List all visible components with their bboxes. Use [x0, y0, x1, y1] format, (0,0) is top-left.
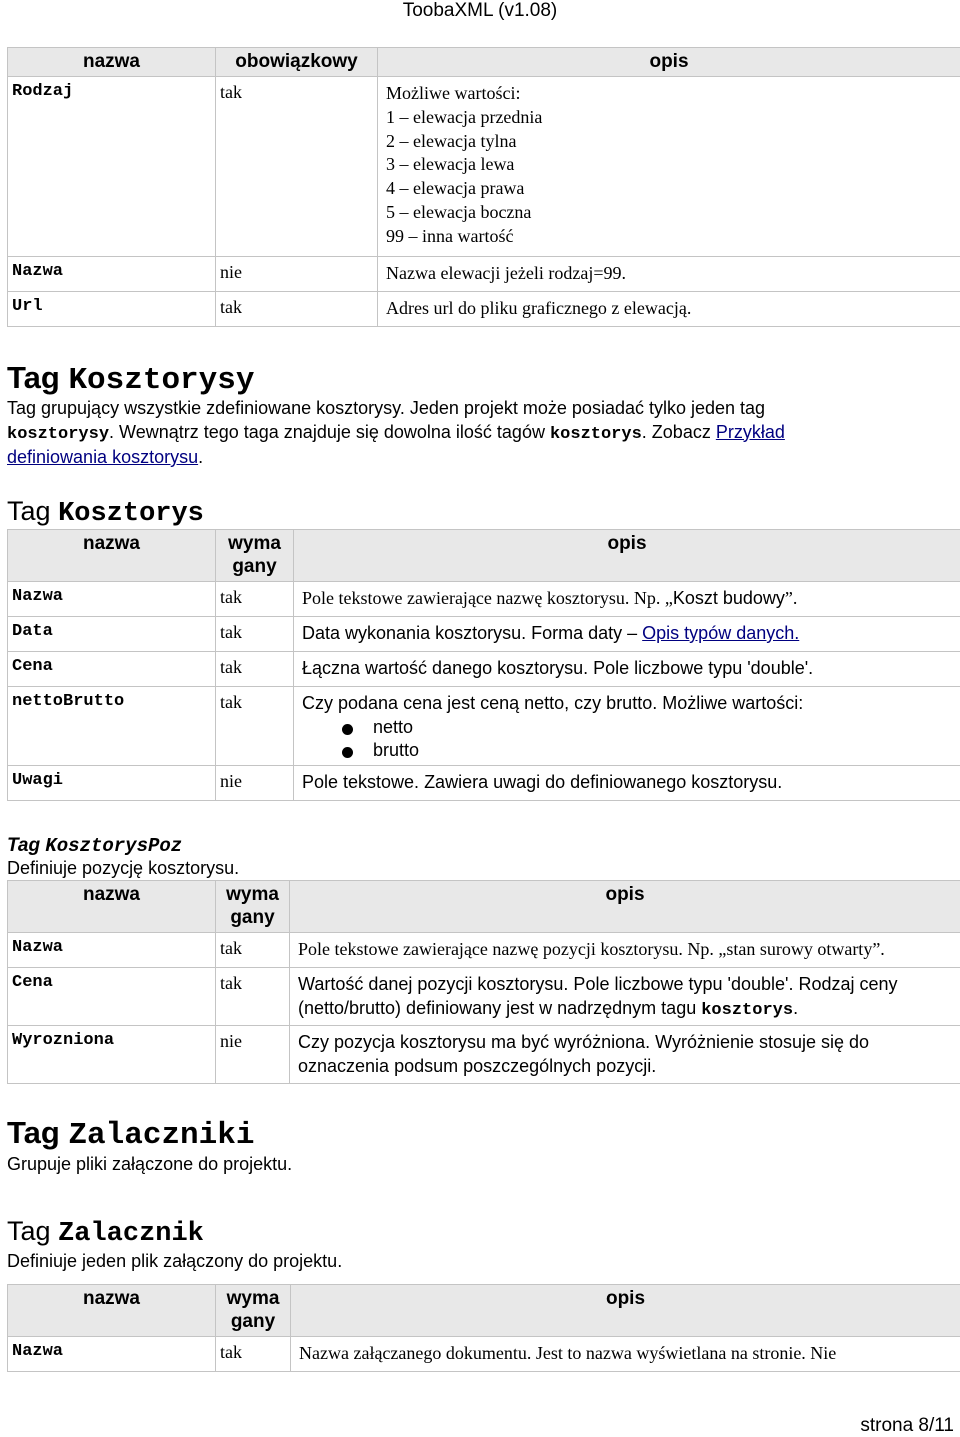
field-name: Uwagi [8, 766, 216, 801]
table-row [8, 617, 960, 652]
field-required: tak [216, 582, 294, 617]
field-description: Pole tekstowe zawierające nazwę kosztorysu. Np. „Koszt budowy”. [294, 582, 960, 617]
field-description: Pole tekstowe. Zawiera uwagi do definiowanego kosztorysu. [294, 766, 960, 801]
field-name: Data [8, 617, 216, 652]
column-header-desc: opis [294, 530, 960, 582]
table-header-row [8, 1285, 960, 1337]
column-header-name: nazwa [8, 1285, 216, 1337]
desc-line: 4 – elewacja prawa [386, 177, 956, 201]
field-name: Nazwa [8, 257, 216, 292]
desc-line: 2 – elewacja tylna [386, 130, 956, 154]
field-name: Nazwa [8, 582, 216, 617]
column-header-desc: opis [291, 1285, 960, 1337]
field-required: tak [216, 652, 294, 687]
page-header: ToobaXML (v1.08) [0, 0, 960, 22]
kosztorys-fields-table [7, 529, 960, 801]
column-header-required: wyma gany [216, 1285, 291, 1337]
field-description: Łączna wartość danego kosztorysu. Pole liczbowe typu 'double'. [294, 652, 960, 687]
field-name: Nazwa [8, 1337, 216, 1372]
column-header-required: wyma gany [216, 530, 294, 582]
table-row [8, 257, 960, 292]
field-description: Czy podana cena jest ceną netto, czy brutto. Możliwe wartości: netto brutto [294, 687, 960, 766]
field-required: tak [216, 1337, 291, 1372]
zalacznik-description: Definiuje jeden plik załączony do projektu. [7, 1250, 342, 1274]
field-required: tak [216, 933, 290, 968]
desc-line: Możliwe wartości: [386, 82, 956, 106]
section-heading-kosztoryspoz: Tag KosztorysPoz [7, 834, 182, 858]
example-link[interactable]: Przykład [716, 422, 785, 442]
table-row [8, 766, 960, 801]
field-description: Nazwa elewacji jeżeli rodzaj=99. [378, 257, 960, 292]
zalacznik-fields-table [7, 1284, 960, 1372]
list-item: netto [342, 716, 956, 739]
table-header-row [8, 48, 960, 77]
field-name: Nazwa [8, 933, 216, 968]
table-row [8, 687, 960, 766]
field-name: Url [8, 292, 216, 327]
zalaczniki-description: Grupuje pliki załączone do projektu. [7, 1153, 292, 1177]
table-row [8, 933, 960, 968]
kosztoryspoz-description: Definiuje pozycję kosztorysu. [7, 857, 239, 881]
field-description: Pole tekstowe zawierające nazwę pozycji kosztorysu. Np. „stan surowy otwarty”. [290, 933, 960, 968]
field-required: tak [216, 77, 378, 257]
field-required: tak [216, 687, 294, 766]
table-row [8, 77, 960, 257]
field-required: nie [216, 257, 378, 292]
allowed-values-list [302, 716, 956, 762]
kosztoryspoz-fields-table [7, 880, 960, 1084]
field-description: Adres url do pliku graficznego z elewacją. [378, 292, 960, 327]
table-row [8, 1026, 960, 1084]
field-description [378, 77, 960, 257]
field-description: Czy pozycja kosztorysu ma być wyróżniona. Wyróżnienie stosuje się do oznaczenia podsum poszczególnych pozycji. [290, 1026, 960, 1084]
data-types-link[interactable]: Opis typów danych. [642, 623, 799, 643]
field-description: Wartość danej pozycji kosztorysu. Pole liczbowe typu 'double'. Rodzaj ceny (netto/brutto) definiowany jest w nadrzędnym tagu kosztorys. [290, 968, 960, 1026]
field-required: nie [216, 1026, 290, 1084]
section-heading-zalaczniki: Tag Zalaczniki [7, 1115, 254, 1154]
section-heading-zalacznik: Tag Zalacznik [7, 1215, 204, 1250]
field-required: tak [216, 292, 378, 327]
field-description: Data wykonania kosztorysu. Forma daty – Opis typów danych. [294, 617, 960, 652]
page-number: strona 8/11 [860, 1415, 954, 1437]
desc-line: 1 – elewacja przednia [386, 106, 956, 130]
example-link-continued[interactable]: definiowania kosztorysu [7, 447, 198, 467]
kosztorysy-description: Tag grupujący wszystkie zdefiniowane kosztorysy. Jeden projekt może posiadać tylko jeden tag kosztorysy. Wewnątrz tego taga znajduje się dowolna ilość tagów kosztorys. Zobacz Przykład definiowania kosztorysu. [7, 397, 952, 470]
field-description: Nazwa załączanego dokumentu. Jest to nazwa wyświetlana na stronie. Nie [291, 1337, 960, 1372]
desc-line: 3 – elewacja lewa [386, 153, 956, 177]
table-row [8, 292, 960, 327]
desc-line: 5 – elewacja boczna [386, 201, 956, 225]
table-row [8, 1337, 960, 1372]
elewacja-fields-table [7, 47, 960, 327]
section-heading-kosztorysy: Tag Kosztorysy [7, 360, 254, 399]
column-header-name: nazwa [8, 881, 216, 933]
table-header-row [8, 530, 960, 582]
section-heading-kosztorys: Tag Kosztorys [7, 495, 204, 530]
field-required: tak [216, 968, 290, 1026]
column-header-required: obowiązkowy [216, 48, 378, 77]
field-name: Cena [8, 968, 216, 1026]
field-required: nie [216, 766, 294, 801]
field-name: Rodzaj [8, 77, 216, 257]
table-header-row [8, 881, 960, 933]
table-row [8, 968, 960, 1026]
list-item: brutto [342, 739, 956, 762]
column-header-name: nazwa [8, 48, 216, 77]
column-header-desc: opis [290, 881, 960, 933]
desc-line: 99 – inna wartość [386, 225, 956, 249]
field-name: nettoBrutto [8, 687, 216, 766]
table-row [8, 652, 960, 687]
table-row [8, 582, 960, 617]
field-name: Cena [8, 652, 216, 687]
column-header-required: wyma gany [216, 881, 290, 933]
column-header-desc: opis [378, 48, 960, 77]
field-required: tak [216, 617, 294, 652]
column-header-name: nazwa [8, 530, 216, 582]
field-name: Wyrozniona [8, 1026, 216, 1084]
